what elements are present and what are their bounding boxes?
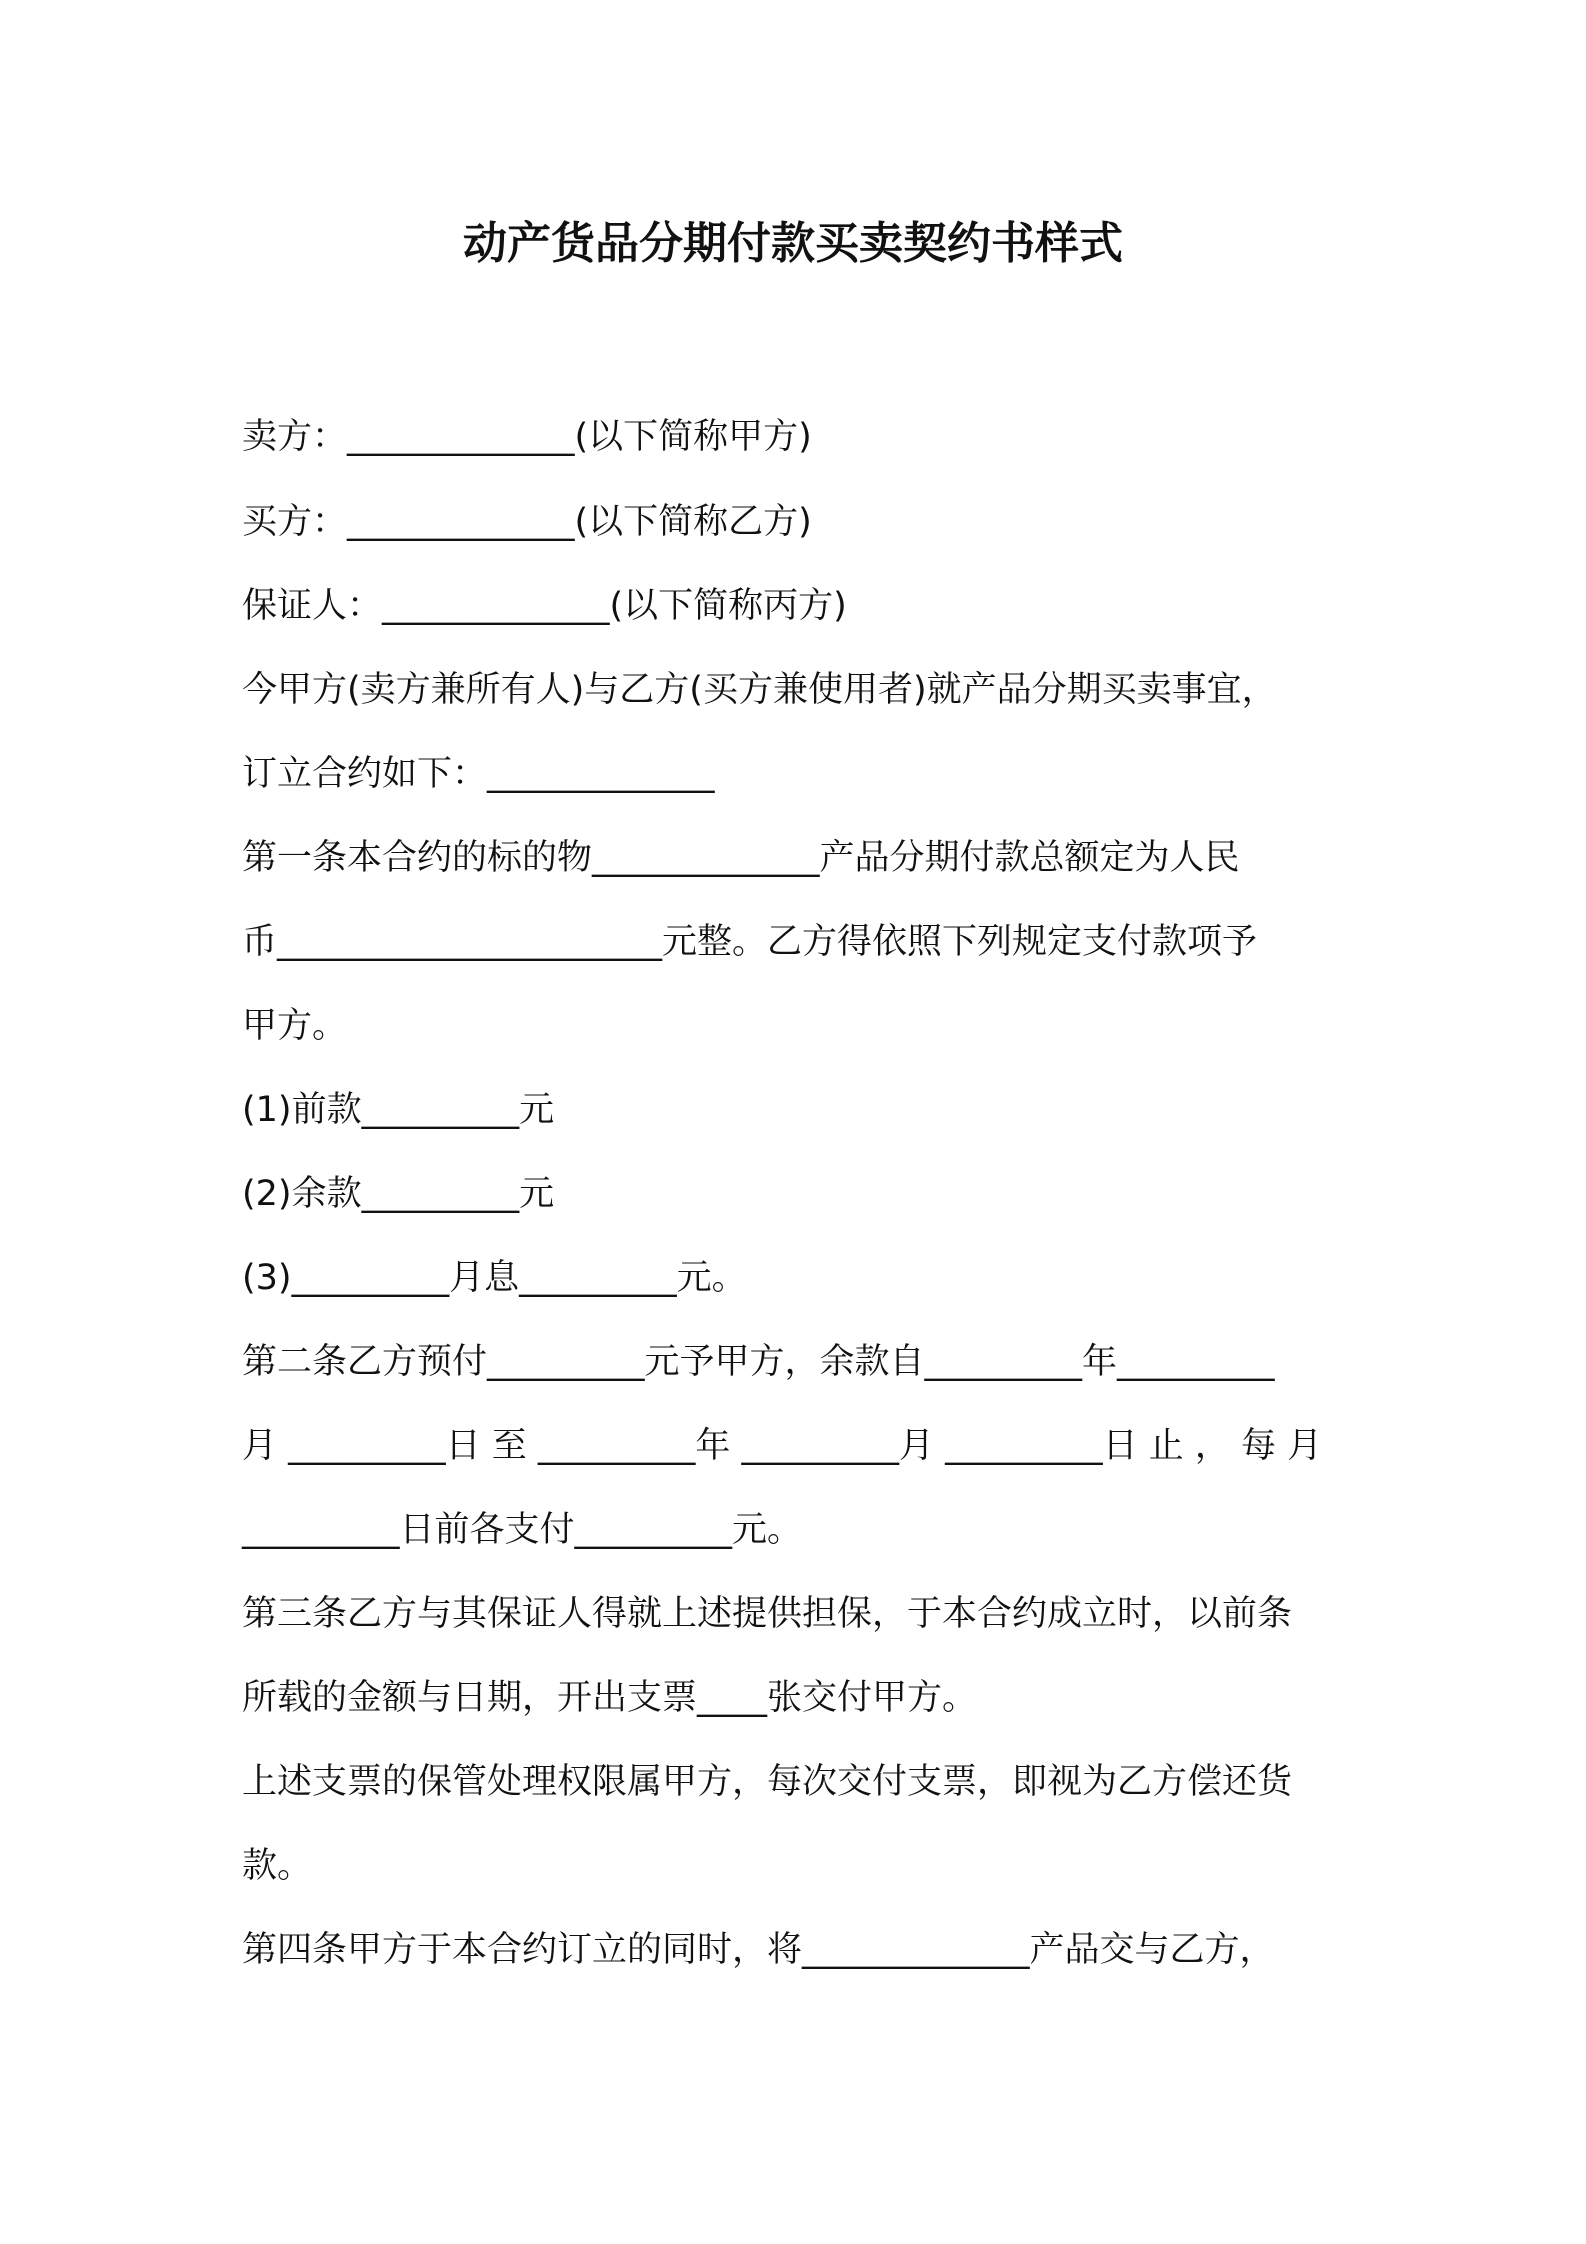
guarantor-line: 保证人：_____________(以下简称丙方)	[242, 586, 847, 626]
article-4-line-1: 第四条甲方于本合约订立的同时，将_____________产品交与乙方，	[242, 1930, 1275, 1970]
article-3-line-2: 所载的金额与日期，开出支票____张交付甲方。	[242, 1678, 978, 1718]
item-1-down-payment: (1)前款_________元	[242, 1090, 555, 1130]
preamble-line-1: 今甲方(卖方兼所有人)与乙方(买方兼使用者)就产品分期买卖事宜，	[242, 670, 1277, 710]
cheque-clause-line-1: 上述支票的保管处理权限属甲方，每次交付支票，即视为乙方偿还货	[242, 1762, 1293, 1802]
buyer-line: 买方：_____________(以下简称乙方)	[242, 502, 812, 542]
seller-line: 卖方：_____________(以下简称甲方)	[242, 417, 812, 457]
cheque-clause-line-2: 款。	[242, 1846, 313, 1886]
article-2-line-3: _________日前各支付_________元。	[242, 1510, 803, 1550]
article-1-line-1: 第一条本合约的标的物_____________产品分期付款总额定为人民	[242, 838, 1240, 878]
article-1-line-3: 甲方。	[242, 1006, 348, 1046]
article-3-line-1: 第三条乙方与其保证人得就上述提供担保，于本合约成立时，以前条	[242, 1594, 1293, 1634]
item-2-balance: (2)余款_________元	[242, 1174, 555, 1214]
article-2-line-1: 第二条乙方预付_________元予甲方，余款自_________年_________	[242, 1342, 1275, 1382]
preamble-line-2: 订立合约如下：_____________	[242, 754, 715, 794]
article-1-line-2: 币______________________元整。乙方得依照下列规定支付款项予	[242, 922, 1258, 962]
document-title: 动产货品分期付款买卖契约书样式	[463, 218, 1123, 269]
article-2-line-2: 月 _________日 至 _________年 _________月 _________日 止 ， 每 月	[242, 1426, 1323, 1466]
item-3-monthly-interest: (3)_________月息_________元。	[242, 1258, 747, 1298]
